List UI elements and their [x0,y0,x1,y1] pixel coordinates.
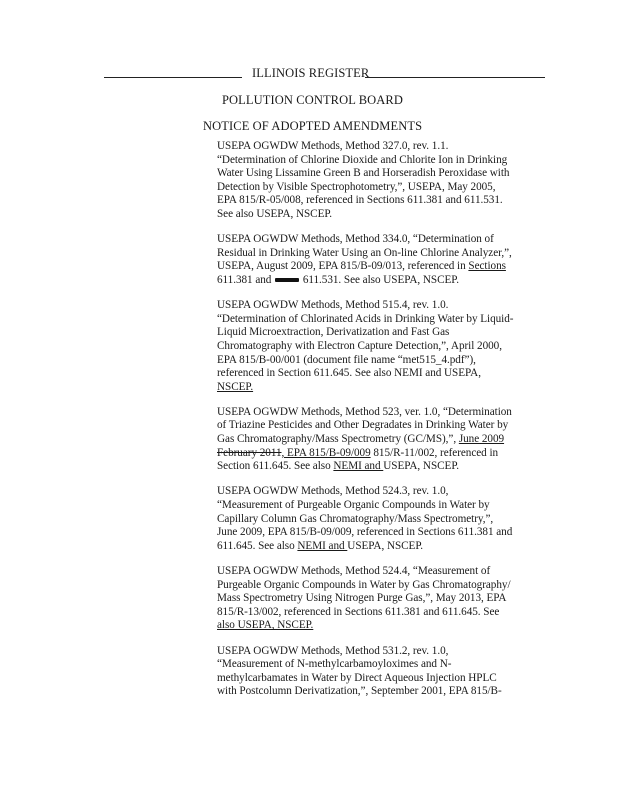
reference-entry [217,233,549,287]
reference-line [217,313,549,327]
reference-line [217,513,549,527]
text-segment: USEPA OGWDW Methods, Method 524.3, rev. 1.0, [217,485,449,498]
text-segment: USEPA OGWDW Methods, Method 523, ver. 1.0, “Determination [217,405,512,418]
reference-line [217,419,549,433]
text-segment: Water Using Lissamine Green B and Horseradish Peroxidase with [217,167,510,180]
reference-line [217,565,549,579]
reference-line [217,354,549,368]
reference-line [217,181,549,195]
text-segment: Residual in Drinking Water Using an On-line Chlorine Analyzer,”, [217,246,512,259]
reference-line [217,447,549,461]
reference-line [217,381,549,395]
reference-line [217,685,549,699]
text-segment: Capillary Column Gas Chromatography/Mass Spectrometry,”, [217,512,494,525]
text-segment: , EPA 815/B-09/009 [281,446,371,459]
reference-line [217,540,549,554]
text-segment: “Determination of Chlorinated Acids in Drinking Water by Liquid- [217,312,514,325]
text-segment: USEPA, August 2009, EPA 815/B-09/013, referenced in [217,260,469,273]
text-segment: USEPA OGWDW Methods, Method 531.2, rev. 1.0, [217,644,449,657]
reference-line [217,194,549,208]
text-segment: methylcarbamates in Water by Direct Aqueous Injection HPLC [217,671,497,684]
header-rule-left [104,77,242,78]
reference-line [217,154,549,168]
text-segment: USEPA, NSCEP. [383,460,459,473]
text-segment: EPA 815/R-05/008, referenced in Sections 611.381 and 611.531. [217,194,503,207]
text-segment: of Triazine Pesticides and Other Degradates in Drinking Water by [217,419,509,432]
text-segment: “Measurement of N-methylcarbamoyloximes and N- [217,658,452,671]
reference-line [217,406,549,420]
reference-line [217,299,549,313]
reference-line [217,233,549,247]
text-segment: 815/R-11/002, referenced in [370,446,499,459]
text-segment: Section 611.645. See also [217,460,334,473]
text-segment: Mass Spectrometry Using Nitrogen Purge Gas,”, May 2013, EPA [217,592,507,605]
reference-line [217,260,549,274]
reference-line [217,367,549,381]
reference-entry [217,485,549,553]
text-segment: Detection by Visible Spectrophotometry,”, USEPA, May 2005, [217,180,496,193]
reference-line [217,274,549,288]
text-segment: Gas Chromatography/Mass Spectrometry (GC/MS),”, [217,433,459,446]
reference-line [217,592,549,606]
text-segment: Purgeable Organic Compounds in Water by Gas Chromatography/ [217,578,511,591]
reference-line [217,326,549,340]
notice-title: NOTICE OF ADOPTED AMENDMENTS [203,119,423,133]
reference-line [217,433,549,447]
reference-line [217,606,549,620]
redaction-mark [275,278,299,282]
reference-entry [217,565,549,633]
text-segment: Sections [468,260,506,273]
reference-line [217,460,549,474]
reference-line [217,658,549,672]
text-segment: June 2009, EPA 815/B-09/009, referenced in Sections 611.381 and [217,526,513,539]
reference-line [217,247,549,261]
text-segment: also USEPA, NSCEP. [217,619,314,632]
header-rule-right [365,77,545,78]
text-segment: USEPA OGWDW Methods, Method 334.0, “Determination of [217,233,494,246]
reference-line [217,645,549,659]
text-segment: USEPA OGWDW Methods, Method 327.0, rev. 1.1. [217,140,449,152]
text-segment: USEPA, NSCEP. [347,539,424,552]
reference-line [217,340,549,354]
text-segment: 815/R-13/002, referenced in Sections 611.381 and 611.645. See [217,605,500,618]
text-segment: February 2011 [217,446,282,459]
text-segment: NEMI and [333,460,384,473]
reference-line [217,499,549,513]
reference-line [217,579,549,593]
text-segment: EPA 815/B-00/001 (document file name “met515_4.pdf”), [217,353,476,366]
text-segment: NEMI and [297,539,348,552]
text-segment: 611.531. See also USEPA, NSCEP. [300,273,459,286]
text-segment: 611.381 and [217,273,275,286]
text-segment: “Determination of Chlorine Dioxide and Chlorite Ion in Drinking [217,153,508,166]
register-title: ILLINOIS REGISTER [252,66,370,80]
text-segment: NSCEP. [217,380,254,393]
text-segment: USEPA OGWDW Methods, Method 515.4, rev. 1.0. [217,299,449,312]
reference-line [217,208,549,222]
text-segment: Liquid Microextraction, Derivatization and Fast Gas [217,326,450,339]
reference-line [217,140,549,154]
text-segment: referenced in Section 611.645. See also NEMI and USEPA, [217,367,481,380]
reference-line [217,485,549,499]
reference-line [217,619,549,633]
reference-entry [217,406,549,474]
reference-line [217,167,549,181]
text-segment: Chromatography with Electron Capture Detection,”, April 2000, [217,339,502,352]
reference-line [217,526,549,540]
reference-entry [217,299,549,394]
reference-list [217,140,549,711]
reference-entry [217,140,549,222]
reference-entry [217,645,549,699]
text-segment: June 2009 [458,433,505,446]
text-segment: 611.645. See also [217,539,298,552]
text-segment: See also USEPA, NSCEP. [217,207,333,220]
text-segment: with Postcolumn Derivatization,”, September 2001, EPA 815/B- [217,685,502,698]
text-segment: USEPA OGWDW Methods, Method 524.4, “Measurement of [217,565,491,577]
text-segment: “Measurement of Purgeable Organic Compounds in Water by [217,499,490,512]
reference-line [217,672,549,686]
board-title: POLLUTION CONTROL BOARD [222,93,403,107]
